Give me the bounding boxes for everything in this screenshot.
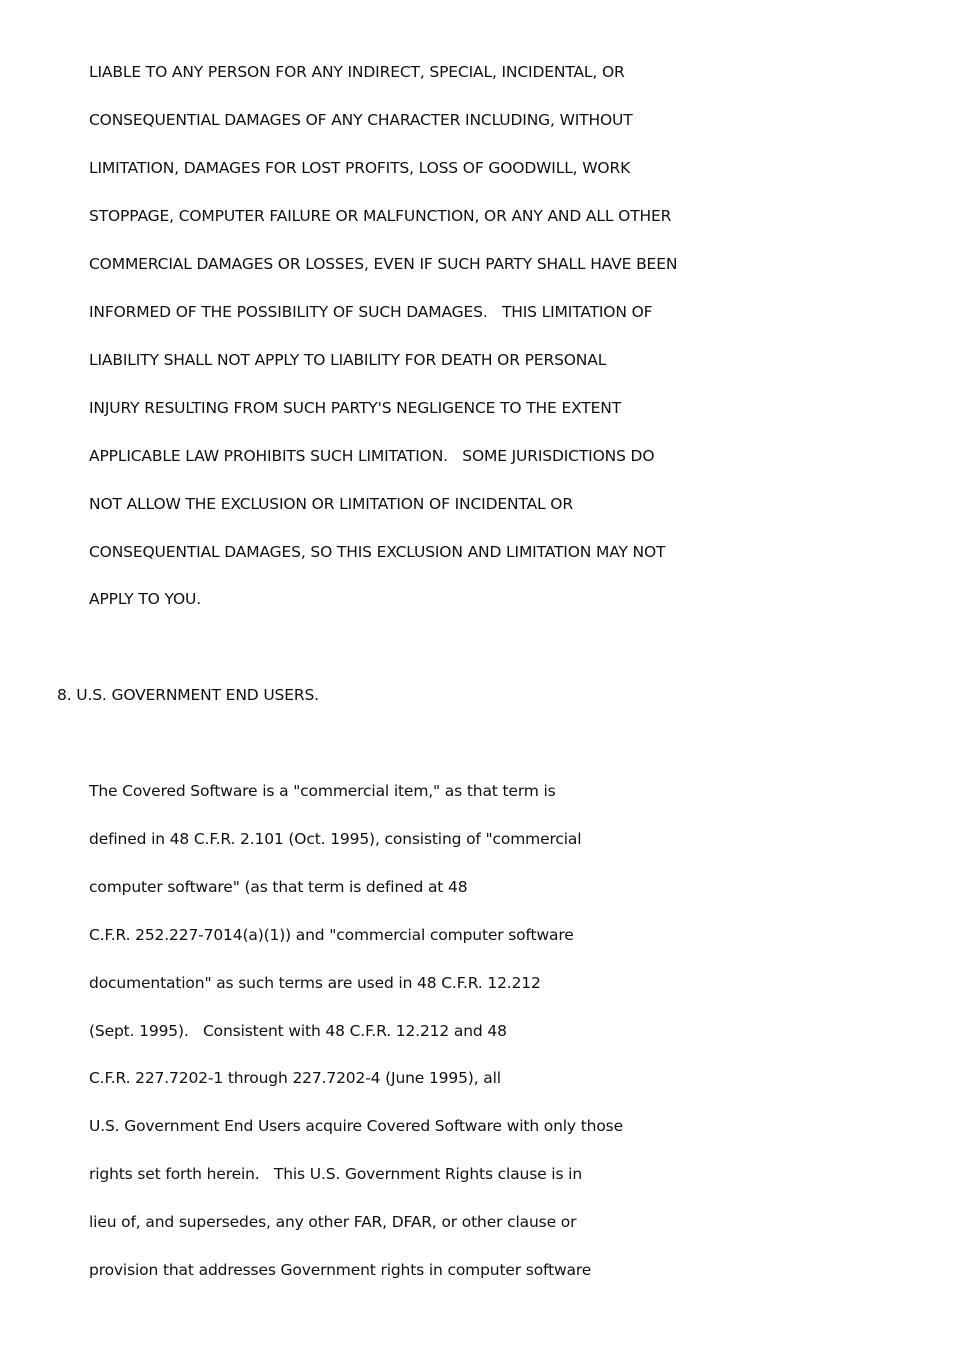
section7-line-11: CONSEQUENTIAL DAMAGES, SO THIS EXCLUSION AND LIMITATION MAY NOT: [89, 543, 666, 561]
section8-line-9: rights set forth herein. This U.S. Government Rights clause is in: [89, 1165, 582, 1183]
section7-line-1: LIABLE TO ANY PERSON FOR ANY INDIRECT, SPECIAL, INCIDENTAL, OR: [89, 63, 625, 81]
section8-line-2: defined in 48 C.F.R. 2.101 (Oct. 1995), consisting of "commercial: [89, 830, 582, 848]
section7-line-6: INFORMED OF THE POSSIBILITY OF SUCH DAMAGES. THIS LIMITATION OF: [89, 303, 653, 321]
section7-line-2: CONSEQUENTIAL DAMAGES OF ANY CHARACTER INCLUDING, WITHOUT: [89, 111, 633, 129]
section7-line-8: INJURY RESULTING FROM SUCH PARTY'S NEGLIGENCE TO THE EXTENT: [89, 399, 622, 417]
section8-line-11: provision that addresses Government rights in computer software: [89, 1261, 592, 1279]
section8-line-10: lieu of, and supersedes, any other FAR, DFAR, or other clause or: [89, 1213, 577, 1231]
section7-line-5: COMMERCIAL DAMAGES OR LOSSES, EVEN IF SUCH PARTY SHALL HAVE BEEN: [89, 255, 678, 273]
section8-heading: 8. U.S. GOVERNMENT END USERS.: [57, 686, 319, 704]
section7-line-10: NOT ALLOW THE EXCLUSION OR LIMITATION OF INCIDENTAL OR: [89, 495, 573, 513]
section8-line-5: documentation" as such terms are used in 48 C.F.R. 12.212: [89, 974, 541, 992]
section8-line-3: computer software" (as that term is defined at 48: [89, 878, 468, 896]
section8-line-7: C.F.R. 227.7202-1 through 227.7202-4 (June 1995), all: [89, 1069, 501, 1087]
section8-line-8: U.S. Government End Users acquire Covered Software with only those: [89, 1117, 623, 1135]
section8-line-6: (Sept. 1995). Consistent with 48 C.F.R. 12.212 and 48: [89, 1022, 507, 1040]
section7-line-4: STOPPAGE, COMPUTER FAILURE OR MALFUNCTION, OR ANY AND ALL OTHER: [89, 207, 672, 225]
section8-line-4: C.F.R. 252.227-7014(a)(1)) and "commercial computer software: [89, 926, 574, 944]
section7-line-7: LIABILITY SHALL NOT APPLY TO LIABILITY FOR DEATH OR PERSONAL: [89, 351, 607, 369]
section7-line-9: APPLICABLE LAW PROHIBITS SUCH LIMITATION. SOME JURISDICTIONS DO: [89, 447, 655, 465]
section7-line-3: LIMITATION, DAMAGES FOR LOST PROFITS, LOSS OF GOODWILL, WORK: [89, 159, 631, 177]
section7-line-12: APPLY TO YOU.: [89, 590, 202, 608]
section8-line-1: The Covered Software is a "commercial item," as that term is: [89, 782, 556, 800]
